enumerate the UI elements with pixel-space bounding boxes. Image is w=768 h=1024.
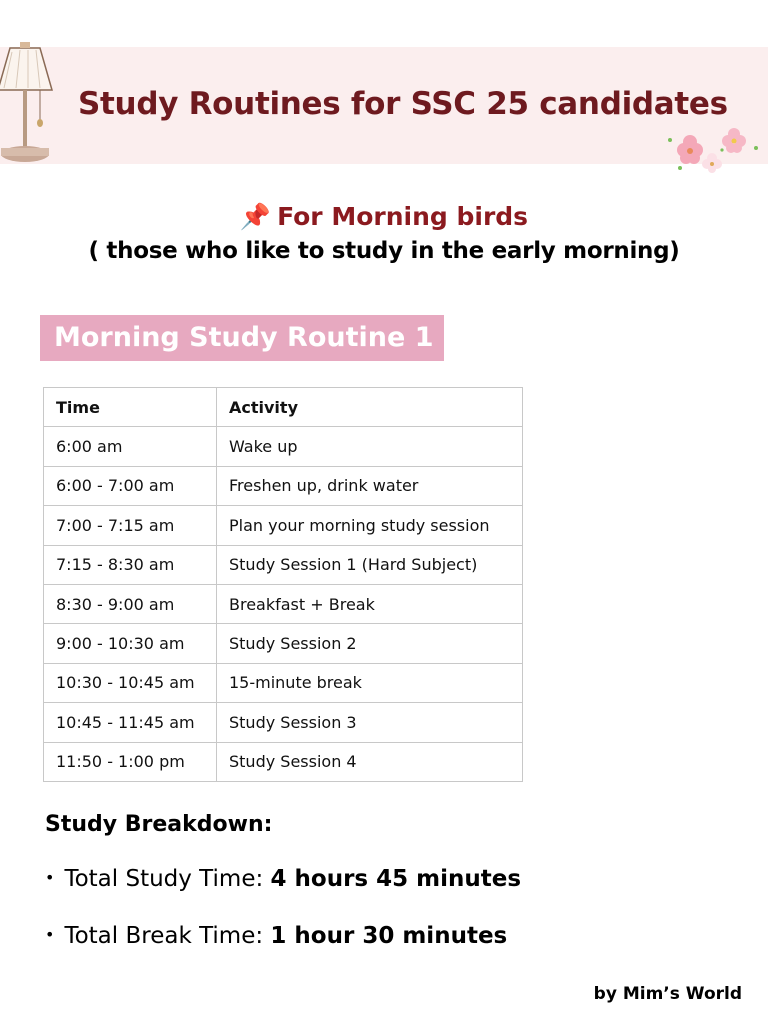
subtitle-description: ( those who like to study in the early morning)	[88, 238, 680, 264]
author-credit: by Mim’s World	[593, 984, 742, 1004]
table-header-row	[44, 388, 523, 427]
time-cell: 10:30 - 10:45 am	[44, 663, 217, 702]
bullet: •	[45, 925, 55, 944]
routine-label: Morning Study Routine 1	[40, 315, 444, 361]
schedule-table	[43, 387, 523, 782]
time-cell: 6:00 - 7:00 am	[44, 466, 217, 505]
table-row	[44, 703, 523, 742]
time-cell: 11:50 - 1:00 pm	[44, 742, 217, 781]
breakdown-label: Total Break Time:	[64, 923, 271, 949]
page-title: Study Routines for SSC 25 candidates	[78, 86, 728, 122]
activity-cell: Breakfast + Break	[217, 584, 523, 623]
subtitle-heading	[0, 202, 768, 232]
breakdown-item-study-time	[45, 866, 521, 892]
column-header-activity: Activity	[217, 388, 523, 427]
activity-cell: 15-minute break	[217, 663, 523, 702]
activity-cell: Plan your morning study session	[217, 506, 523, 545]
table-row	[44, 427, 523, 466]
activity-cell: Study Session 4	[217, 742, 523, 781]
time-cell: 8:30 - 9:00 am	[44, 584, 217, 623]
time-cell: 7:00 - 7:15 am	[44, 506, 217, 545]
table-row	[44, 742, 523, 781]
breakdown-label: Total Study Time:	[64, 866, 271, 892]
activity-cell: Wake up	[217, 427, 523, 466]
time-cell: 9:00 - 10:30 am	[44, 624, 217, 663]
activity-cell: Study Session 3	[217, 703, 523, 742]
breakdown-value: 1 hour 30 minutes	[270, 923, 508, 949]
activity-cell: Study Session 2	[217, 624, 523, 663]
time-cell: 10:45 - 11:45 am	[44, 703, 217, 742]
lamp-icon	[0, 28, 60, 168]
time-cell: 6:00 am	[44, 427, 217, 466]
subtitle-heading-text: For Morning birds	[277, 202, 529, 231]
activity-cell: Freshen up, drink water	[217, 466, 523, 505]
table-row	[44, 624, 523, 663]
table-row	[44, 663, 523, 702]
breakdown-value: 4 hours 45 minutes	[270, 866, 522, 892]
table-row	[44, 506, 523, 545]
breakdown-item-break-time	[45, 923, 507, 949]
time-cell: 7:15 - 8:30 am	[44, 545, 217, 584]
table-row	[44, 545, 523, 584]
breakdown-title: Study Breakdown:	[45, 812, 273, 837]
table-row	[44, 466, 523, 505]
table-row	[44, 584, 523, 623]
column-header-time: Time	[44, 388, 217, 427]
activity-cell: Study Session 1 (Hard Subject)	[217, 545, 523, 584]
pushpin-icon: 📌	[239, 202, 272, 231]
cherry-blossom-icon	[660, 122, 768, 182]
bullet: •	[45, 868, 55, 887]
